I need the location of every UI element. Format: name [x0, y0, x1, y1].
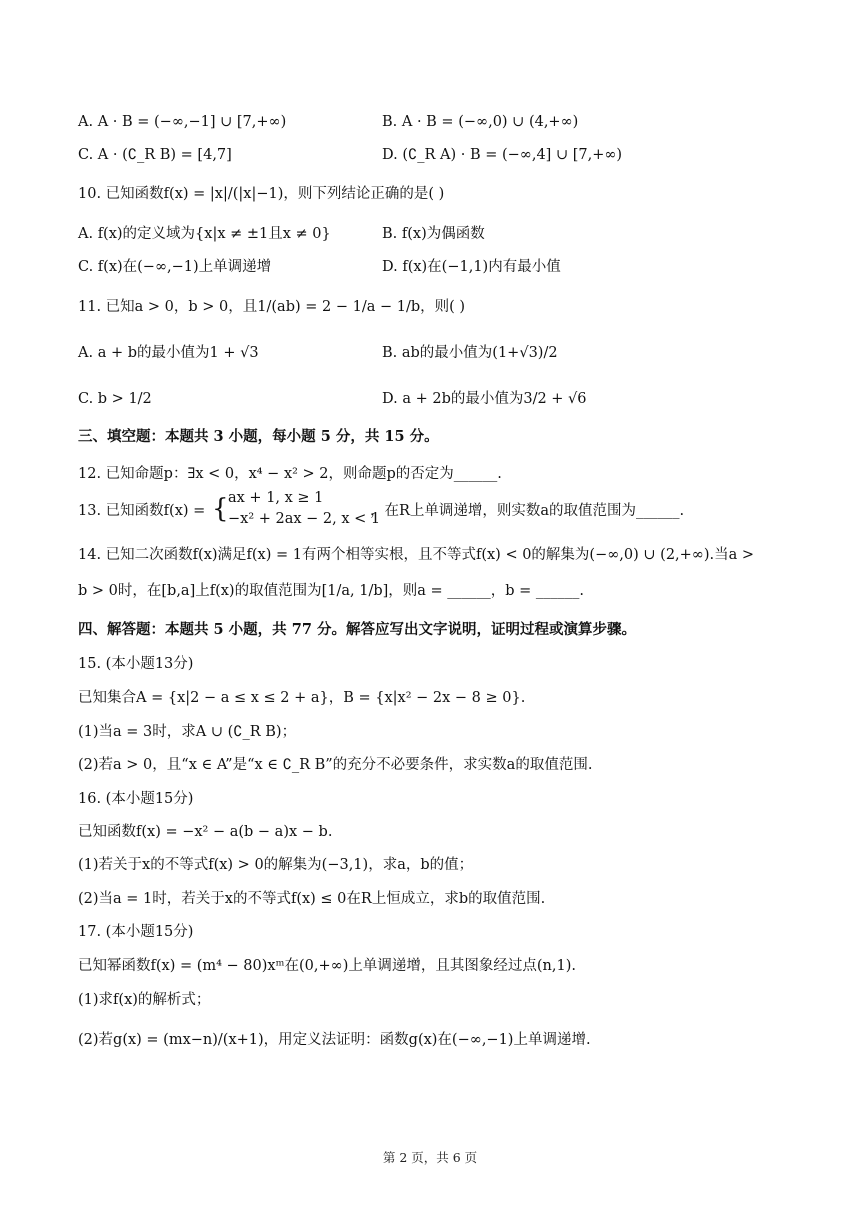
q10-option-a: A. f(x)的定义域为{x|x ≠ ±1且x ≠ 0} [78, 226, 331, 242]
q16-header: 16. (本小题15分) [78, 791, 194, 807]
q17-part-1: (1)求f(x)的解析式； [78, 992, 211, 1008]
q14-line-2: b > 0时，在[b,a]上f(x)的取值范围为[1/a, 1/b]，则a = ______，b = ______. [78, 583, 585, 599]
q14-line-1: 14. 已知二次函数f(x)满足f(x) = 1有两个相等实根，且不等式f(x) < 0的解集为(−∞,0) ∪ (2,+∞).当a > [78, 547, 755, 563]
section-4-heading: 四、解答题：本题共 5 小题，共 77 分。解答应写出文字说明，证明过程或演算步骤。 [78, 621, 636, 638]
q16-part-2: (2)当a = 1时，若关于x的不等式f(x) ≤ 0在R上恒成立，求b的取值范围. [78, 891, 546, 907]
q10-stem: 10. 已知函数f(x) = |x|/(|x|−1)，则下列结论正确的是( ) [78, 186, 445, 202]
q11-stem: 11. 已知a > 0，b > 0，且1/(ab) = 2 − 1/a − 1/b，则( ) [78, 299, 466, 315]
q9-option-a: A. A · B = (−∞,−1] ∪ [7,+∞) [78, 114, 287, 130]
q11-option-a: A. a + b的最小值为1 + √3 [78, 345, 259, 361]
q15-header: 15. (本小题13分) [78, 656, 194, 672]
q13-case-2: −x² + 2ax − 2, x < 1 [228, 511, 381, 527]
q10-option-d: D. f(x)在(−1,1)内有最小值 [382, 259, 561, 275]
q13-case-1: ax + 1, x ≥ 1 [228, 490, 324, 506]
q15-part-2: (2)若a > 0，且“x ∈ A”是“x ∈ ∁_R B”的充分不必要条件，求实数a的取值范围. [78, 757, 593, 773]
q16-given: 已知函数f(x) = −x² − a(b − a)x − b. [78, 824, 333, 840]
q13-prefix: 13. 已知函数f(x) = [78, 503, 206, 519]
q17-given: 已知幂函数f(x) = (m⁴ − 80)xᵐ在(0,+∞)上单调递增，且其图象经过点(n,1). [78, 958, 576, 974]
q10-option-c: C. f(x)在(−∞,−1)上单调递增 [78, 259, 272, 275]
q13-brace: { [212, 494, 229, 524]
q9-option-d: D. (∁_R A) · B = (−∞,4] ∪ [7,+∞) [382, 147, 623, 163]
q15-part-1: (1)当a = 3时，求A ∪ (∁_R B)； [78, 724, 297, 740]
section-3-heading: 三、填空题：本题共 3 小题，每小题 5 分，共 15 分。 [78, 428, 439, 445]
q13-suffix: ，在R上单调递增，则实数a的取值范围为______. [370, 503, 685, 519]
q10-option-b: B. f(x)为偶函数 [382, 226, 485, 242]
q11-option-d: D. a + 2b的最小值为3/2 + √6 [382, 391, 587, 407]
q9-option-b: B. A · B = (−∞,0) ∪ (4,+∞) [382, 114, 579, 130]
page-footer: 第 2 页，共 6 页 [382, 1150, 478, 1165]
q11-option-b: B. ab的最小值为(1+√3)/2 [382, 345, 558, 361]
q9-option-c: C. A · (∁_R B) = [4,7] [78, 147, 232, 163]
q17-part-2: (2)若g(x) = (mx−n)/(x+1)，用定义法证明：函数g(x)在(−∞,−1)上单调递增. [78, 1032, 591, 1048]
q15-given: 已知集合A = {x|2 − a ≤ x ≤ 2 + a}，B = {x|x² − 2x − 8 ≥ 0}. [78, 690, 526, 706]
q12-stem: 12. 已知命题p：∃x < 0，x⁴ − x² > 2，则命题p的否定为______. [78, 466, 502, 482]
q11-option-c: C. b > 1/2 [78, 391, 152, 407]
q17-header: 17. (本小题15分) [78, 924, 194, 940]
q16-part-1: (1)若关于x的不等式f(x) > 0的解集为(−3,1)，求a，b的值； [78, 857, 474, 873]
